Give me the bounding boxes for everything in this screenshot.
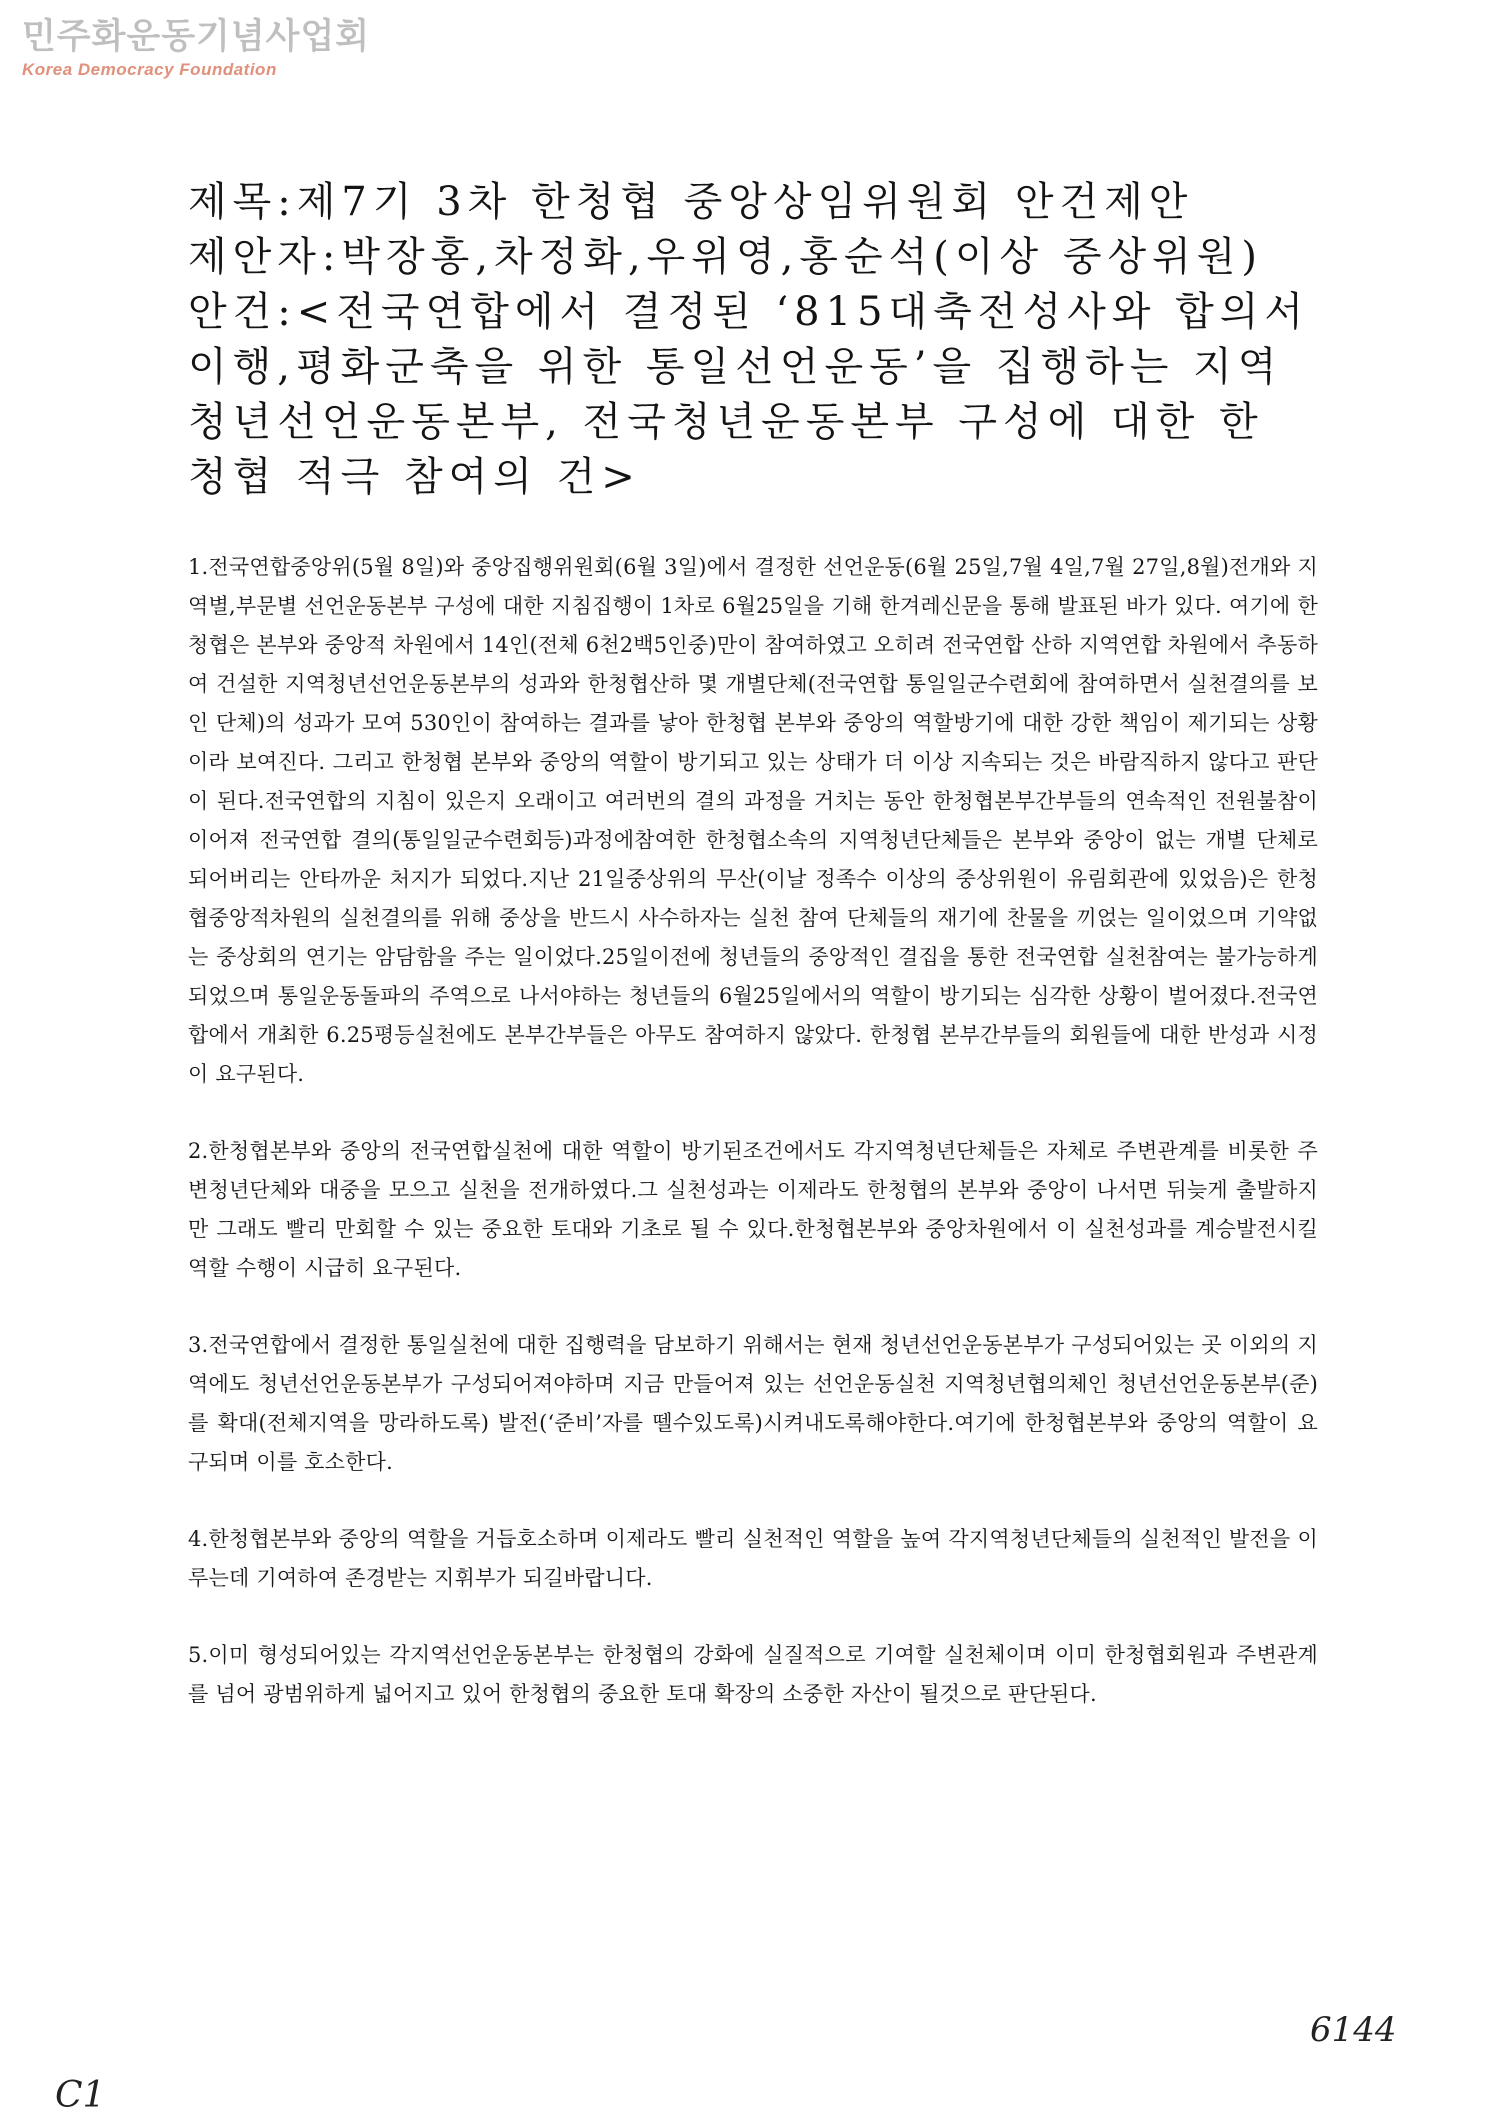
document-body: [188, 548, 1318, 1752]
watermark-logo: [22, 17, 371, 79]
header-title-line: 제목:제7기 3차 한청협 중앙상임위원회 안건제안: [188, 179, 1194, 225]
header-proposer-line: 제안자:박장홍,차정화,우위영,홍순석(이상 중상위원): [188, 234, 1263, 280]
paragraph-1: 1.전국연합중앙위(5월 8일)와 중앙집행위원회(6월 3일)에서 결정한 선언운동(6월 25일,7월 4일,7월 27일,8월)전개와 지역별,부문별 선언운동본부 구성에 대한 지침집행이 1차로 6월25일을 기해 한겨레신문을 통해 발표된 바가 있다. 여기에 한청협은 본부와 중앙적 차원에서 14인(전체 6천2백5인중)만이 참여하였고 오히려 전국연합 산하 지역연합 차원에서 추동하여 건설한 지역청년선언운동본부의 성과와 한청협산하 몇 개별단체(전국연합 통일일군수련회에 참여하면서 실천결의를 보인 단체)의 성과가 모여 530인이 참여하는 결과를 낳아 한청협 본부와 중앙의 역할방기에 대한 강한 책임이 제기되는 상황이라 보여진다. 그리고 한청협 본부와 중앙의 역할이 방기되고 있는 상태가 더 이상 지속되는 것은 바람직하지 않다고 판단이 된다.전국연합의 지침이 있은지 오래이고 여러번의 결의 과정을 거치는 동안 한청협본부간부들의 연속적인 전원불참이 이어져 전국연합 결의(통일일군수련회등)과정에참여한 한청협소속의 지역청년단체들은 본부와 중앙이 없는 개별 단체로 되어버리는 안타까운 처지가 되었다.지난 21일중상위의 무산(이날 정족수 이상의 중상위원이 유림회관에 있었음)은 한청협중앙적차원의 실천결의를 위해 중상을 반드시 사수하자는 실천 참여 단체들의 재기에 찬물을 끼얹는 일이었으며 기약없는 중상회의 연기는 암담함을 주는 일이었다.25일이전에 청년들의 중앙적인 결집을 통한 전국연합 실천참여는 불가능하게 되었으며 통일운동돌파의 주역으로 나서야하는 청년들의 6월25일에서의 역할이 방기되는 심각한 상황이 벌어졌다.전국연합에서 개최한 6.25평등실천에도 본부간부들은 아무도 참여하지 않았다. 한청협 본부간부들의 회원들에 대한 반성과 시정이 요구된다.: [188, 555, 1318, 1086]
handwritten-mark-left: C1: [55, 2075, 106, 2116]
paragraph-5: 5.이미 형성되어있는 각지역선언운동본부는 한청협의 강화에 실질적으로 기여할 실천체이며 이미 한청협회원과 주변관계를 넘어 광범위하게 넓어지고 있어 한청협의 중요한 토대 확장의 소중한 자산이 될것으로 판단된다.: [188, 1643, 1318, 1706]
watermark-english: Korea Democracy Foundation: [22, 60, 277, 79]
header-agenda-line: 안건:<전국연합에서 결정된 ‘815대축전성사와 합의서: [188, 289, 1309, 335]
paragraph-2: 2.한청협본부와 중앙의 전국연합실천에 대한 역할이 방기된조건에서도 각지역청년단체들은 자체로 주변관계를 비롯한 주변청년단체와 대중을 모으고 실천을 전개하였다.그 실천성과는 이제라도 한청협의 본부와 중앙이 나서면 뒤늦게 출발하지만 그래도 빨리 만회할 수 있는 중요한 토대와 기초로 될 수 있다.한청협본부와 중앙차원에서 이 실천성과를 계승발전시킬역할 수행이 시급히 요구된다.: [188, 1139, 1318, 1280]
watermark-korean: 민주화운동기념사업회: [22, 17, 371, 57]
header-agenda-line: 청협 적극 참여의 건>: [188, 454, 641, 500]
paragraph-4: 4.한청협본부와 중앙의 역할을 거듭호소하며 이제라도 빨리 실천적인 역할을 높여 각지역청년단체들의 실천적인 발전을 이루는데 기여하여 존경받는 지휘부가 되길바랍니다.: [188, 1527, 1318, 1590]
paragraph-3: 3.전국연합에서 결정한 통일실천에 대한 집행력을 담보하기 위해서는 현재 청년선언운동본부가 구성되어있는 곳 이외의 지역에도 청년선언운동본부가 구성되어져야하며 지금 만들어져 있는 선언운동실천 지역청년협의체인 청년선언운동본부(준)를 확대(전체지역을 망라하도록) 발전(‘준비’자를 뗄수있도록)시켜내도록해야한다.여기에 한청협본부와 중앙의 역할이 요구되며 이를 호소한다.: [188, 1333, 1318, 1474]
handwritten-page-number: 6144: [1310, 2010, 1397, 2050]
document-header: [188, 175, 1318, 505]
header-agenda-line: 청년선언운동본부, 전국청년운동본부 구성에 대한 한: [188, 399, 1264, 445]
header-agenda-line: 이행,평화군축을 위한 통일선언운동’을 집행하는 지역: [188, 344, 1283, 390]
